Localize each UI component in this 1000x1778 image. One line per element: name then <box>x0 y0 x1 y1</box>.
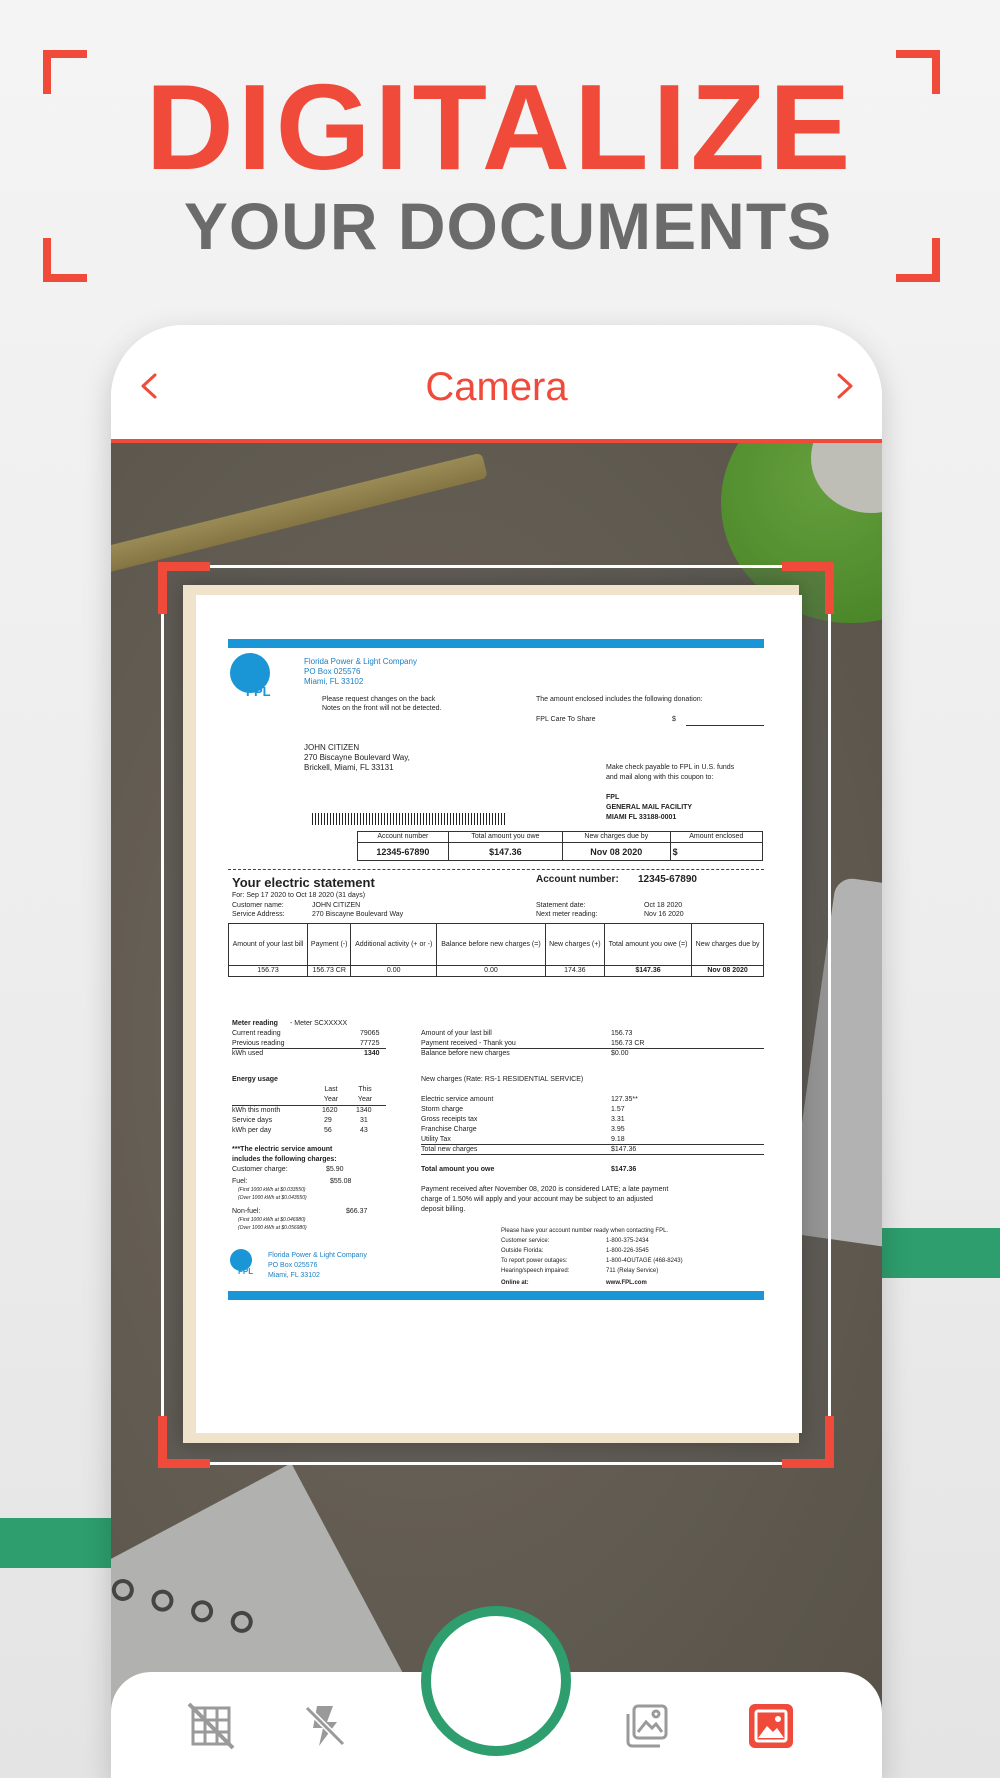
summary-header: New charges (+) <box>545 924 604 966</box>
energy-row-label: kWh this month <box>232 1107 281 1114</box>
doc-service-note2: includes the following charges: <box>232 1156 337 1163</box>
bill-row-value: 156.73 CR <box>611 1040 645 1047</box>
phone-mockup <box>111 325 882 1778</box>
gallery-icon[interactable] <box>745 1700 797 1752</box>
doc-service-address-label: Service Address: <box>232 911 285 918</box>
doc-nonfuel-label: Non-fuel: <box>232 1208 261 1215</box>
doc-coupon-table <box>357 831 763 861</box>
coupon-header: Total amount you owe <box>448 832 562 843</box>
doc-care-to-share: FPL Care To Share <box>536 716 596 723</box>
charge-row-label: Storm charge <box>421 1106 464 1113</box>
fpl-logo-text: FPL <box>246 684 271 699</box>
energy-col-header: Last Year <box>323 1086 339 1103</box>
doc-total-label: Total amount you owe <box>421 1166 495 1173</box>
meter-row-value: 1340 <box>364 1050 380 1057</box>
doc-statement-date: Oct 18 2020 <box>644 902 683 909</box>
summary-header: Payment (-) <box>308 924 351 966</box>
doc-next-meter-label: Next meter reading: <box>536 911 598 918</box>
energy-row-this: 43 <box>360 1127 368 1134</box>
doc-note1: Please request changes on the back <box>322 696 436 703</box>
summary-value: $147.36 <box>604 966 691 977</box>
doc-nonfuel-note1: (First 1000 kWh at $0.046980) <box>238 1217 306 1223</box>
doc-customer-charge: $5.90 <box>326 1166 344 1173</box>
fpl-logo-small-text: FPL <box>238 1267 254 1276</box>
summary-header: Total amount you owe (=) <box>604 924 691 966</box>
charge-row-value: 1.57 <box>611 1106 625 1113</box>
doc-contact-title: Please have your account number ready when contacting FPL. <box>501 1228 669 1234</box>
summary-value: 156.73 CR <box>308 966 351 977</box>
meter-row-label: Current reading <box>232 1030 281 1037</box>
doc-new-charges-title: New charges (Rate: RS-1 RESIDENTIAL SERVICE) <box>421 1076 584 1083</box>
energy-row-label: kWh per day <box>232 1127 272 1134</box>
doc-customer-name: JOHN CITIZEN <box>304 743 360 752</box>
charge-row-value: 3.95 <box>611 1126 625 1133</box>
doc-customer-name-label: Customer name: <box>232 902 284 909</box>
chevron-right-icon[interactable] <box>825 361 865 411</box>
doc-charges-line2 <box>421 1154 764 1155</box>
contact-value: 1-800-226-3545 <box>606 1248 649 1254</box>
scan-corner-bl[interactable] <box>158 1416 210 1468</box>
doc-donation-note: The amount enclosed includes the following donation: <box>536 696 703 703</box>
coupon-value: $147.36 <box>448 843 562 861</box>
doc-donation-line <box>686 725 764 726</box>
camera-viewfinder[interactable] <box>111 443 882 1778</box>
energy-row-last: 29 <box>324 1117 332 1124</box>
decor-stripe-left <box>0 1518 120 1568</box>
meter-row-label: kWh used <box>232 1050 264 1057</box>
shutter-button[interactable] <box>421 1606 571 1756</box>
doc-nonfuel: $66.37 <box>346 1208 368 1215</box>
doc-donation-dollar: $ <box>672 716 676 723</box>
summary-header: Additional activity (+ or -) <box>351 924 437 966</box>
contact-label: Outside Florida: <box>501 1248 544 1254</box>
doc-late-note2: charge of 1.50% will apply and your account may be subject to an adjusted <box>421 1196 653 1203</box>
doc-meter-title: Meter reading <box>232 1020 278 1027</box>
doc-service-address: 270 Biscayne Boulevard Way <box>312 911 404 918</box>
contact-value: www.FPL.com <box>606 1280 647 1286</box>
doc-barcode <box>312 813 507 825</box>
bill-row-value: $0.00 <box>611 1050 629 1057</box>
doc-account-label: Account number: <box>536 874 619 885</box>
energy-row-last: 56 <box>324 1127 332 1134</box>
charge-row-label: Gross receipts tax <box>421 1116 478 1123</box>
coupon-value: Nov 08 2020 <box>563 843 671 861</box>
doc-customer-addr1: 270 Biscayne Boulevard Way, <box>304 753 410 762</box>
doc-payable2: and mail along with this coupon to: <box>606 774 714 781</box>
headline-subtitle: YOUR DOCUMENTS <box>183 189 833 263</box>
doc-mail-to3: MIAMI FL 33188-0001 <box>606 814 677 821</box>
contact-label: Customer service: <box>501 1238 550 1244</box>
charge-row-value: 9.18 <box>611 1136 625 1143</box>
doc-payable1: Make check payable to FPL in U.S. funds <box>606 764 735 771</box>
doc-note2: Notes on the front will not be detected. <box>322 705 442 712</box>
contact-label: To report power outages: <box>501 1258 568 1264</box>
flash-off-icon[interactable] <box>299 1700 351 1752</box>
energy-row-label: Service days <box>232 1117 273 1124</box>
doc-next-meter: Nov 16 2020 <box>644 911 684 918</box>
scan-corner-tr[interactable] <box>782 562 834 614</box>
doc-service-note1: ***The electric service amount <box>232 1146 333 1153</box>
bill-row-label: Payment received - Thank you <box>421 1040 516 1047</box>
doc-energy-title: Energy usage <box>232 1076 278 1083</box>
top-bar <box>111 325 882 443</box>
doc-summary-table <box>228 923 764 977</box>
doc-footer-company: Florida Power & Light Company <box>268 1252 367 1259</box>
charge-row-label: Utility Tax <box>421 1136 451 1143</box>
energy-row-last: 1620 <box>322 1107 338 1114</box>
multiple-images-icon[interactable] <box>620 1700 672 1752</box>
doc-fuel-note2: (Over 1000 kWh at $0.043550) <box>238 1195 307 1201</box>
doc-top-bar <box>228 639 764 648</box>
doc-nonfuel-note2: (Over 1000 kWh at $0.056980) <box>238 1225 307 1231</box>
summary-value: 156.73 <box>229 966 308 977</box>
headline-title: DIGITALIZE <box>145 59 855 195</box>
meter-row-value: 79065 <box>360 1030 380 1037</box>
doc-city: Miami, FL 33102 <box>304 677 364 686</box>
charge-row-value: $147.36 <box>611 1146 637 1153</box>
charge-row-value: 127.35** <box>611 1096 638 1103</box>
contact-label: Online at: <box>501 1280 529 1286</box>
doc-po-box: PO Box 025576 <box>304 667 361 676</box>
doc-meter-suffix: - Meter SCXXXXX <box>290 1020 348 1027</box>
scan-corner-br[interactable] <box>782 1416 834 1468</box>
bill-row-label: Amount of your last bill <box>421 1030 492 1037</box>
doc-late-note1: Payment received after November 08, 2020 is considered LATE; a late payment <box>421 1186 669 1193</box>
meter-row-label: Previous reading <box>232 1040 285 1047</box>
coupon-header: Amount enclosed <box>670 832 762 843</box>
doc-total-value: $147.36 <box>611 1166 637 1173</box>
energy-row-this: 31 <box>360 1117 368 1124</box>
grid-off-icon[interactable] <box>185 1700 237 1752</box>
doc-cut-line <box>228 869 764 870</box>
summary-value: 0.00 <box>437 966 546 977</box>
summary-header: Amount of your last bill <box>229 924 308 966</box>
doc-bottom-bar <box>228 1291 764 1300</box>
summary-header: Balance before new charges (=) <box>437 924 546 966</box>
contact-value: 1-800-375-2434 <box>606 1238 649 1244</box>
doc-mail-to2: GENERAL MAIL FACILITY <box>606 804 693 811</box>
contact-value: 711 (Relay Service) <box>606 1268 659 1274</box>
doc-footer-po-box: PO Box 025576 <box>268 1262 318 1269</box>
doc-company: Florida Power & Light Company <box>304 657 417 666</box>
scan-corner-tl[interactable] <box>158 562 210 614</box>
summary-value: 0.00 <box>351 966 437 977</box>
bill-row-label: Balance before new charges <box>421 1050 510 1057</box>
doc-fuel: $55.08 <box>330 1178 352 1185</box>
doc-fuel-note1: (First 1000 kWh at $0.033550) <box>238 1187 306 1193</box>
coupon-value: $ <box>670 843 762 861</box>
decor-stripe-right <box>880 1228 1000 1278</box>
doc-period: For: Sep 17 2020 to Oct 18 2020 (31 days) <box>232 892 366 899</box>
coupon-header: New charges due by <box>563 832 671 843</box>
coupon-header: Account number <box>358 832 449 843</box>
doc-fuel-label: Fuel: <box>232 1178 248 1185</box>
charge-row-value: 3.31 <box>611 1116 625 1123</box>
charge-row-label: Electric service amount <box>421 1096 494 1103</box>
bill-row-value: 156.73 <box>611 1030 633 1037</box>
page-title: Camera <box>425 365 568 409</box>
contact-label: Hearing/speech impaired: <box>501 1268 570 1274</box>
doc-account-value: 12345-67890 <box>638 874 697 885</box>
doc-customer-charge-label: Customer charge: <box>232 1166 288 1173</box>
summary-value: Nov 08 2020 <box>692 966 764 977</box>
doc-customer-addr2: Brickell, Miami, FL 33131 <box>304 763 394 772</box>
coupon-value: 12345-67890 <box>358 843 449 861</box>
doc-footer-city: Miami, FL 33102 <box>268 1272 320 1279</box>
meter-row-value: 77725 <box>360 1040 380 1047</box>
summary-value: 174.36 <box>545 966 604 977</box>
charge-row-label: Total new charges <box>421 1146 478 1153</box>
charge-row-label: Franchise Charge <box>421 1126 477 1133</box>
contact-value: 1-800-4OUTAGE (468-8243) <box>606 1258 683 1264</box>
doc-customer-name-value: JOHN CITIZEN <box>312 902 361 909</box>
energy-row-this: 1340 <box>356 1107 372 1114</box>
scanned-document <box>196 595 802 1433</box>
doc-statement-date-label: Statement date: <box>536 902 586 909</box>
doc-late-note3: deposit billing. <box>421 1206 466 1213</box>
energy-col-header: This Year <box>357 1086 373 1103</box>
summary-header: New charges due by <box>692 924 764 966</box>
doc-statement-title: Your electric statement <box>232 875 375 890</box>
doc-mail-to1: FPL <box>606 794 620 801</box>
